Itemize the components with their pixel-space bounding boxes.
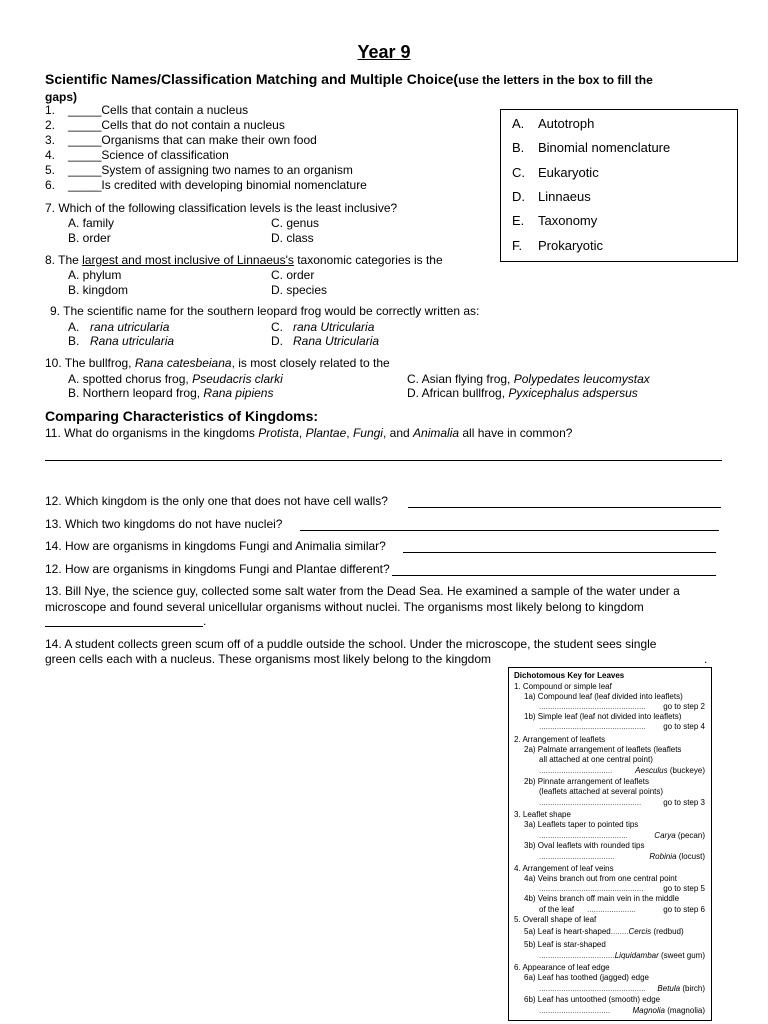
- answer-option: D. Linnaeus: [512, 189, 591, 204]
- dichotomous-key: Dichotomous Key for Leaves 1. Compound or simple leaf 1a) Compound leaf (leaf divided into leaflets) ................................................ go to step 2 1b) Simple leaf (leaf not divided into leaflets) ................................................ go to step 4 2. Arrangement of leaflets 2a) Palmate arrangement of leaflets (leaflets all attached at one central point) ................................. Aesculus (buckeye) 2b) Pinnate arrangement of leaflets (leaflets attached at several points) .............................................. go to step 3 3. Leaflet shape 3a) Leaflets taper to pointed tips ........................................ Carya (pecan) 3b) Oval leaflets with rounded tips .................................. Robinia (locust) 4. Arrangement of leaf veins 4a) Veins branch out from one central point ............................................... go to step 5 4b) Veins branch off main vein in the middle of the leaf ...................... go to step 6 5. Overall shape of leaf 5a) Leaf is heart-shaped........Cercis (redbud) 5b) Leaf is star-shaped .................................... Liquidambar (sweet gum) 6. Appearance of leaf edge 6a) Leaf has toothed (jagged) edge ................................................ Betula (birch) 6b) Leaf has untoothed (smooth) edge ................................ Magnolia (magnolia): [508, 667, 712, 1021]
- answer-line[interactable]: [408, 507, 721, 508]
- question-13: 13. Which two kingdoms do not have nuclei?: [45, 517, 283, 531]
- answer-option: A. Autotroph: [512, 116, 595, 131]
- choice[interactable]: A. phylum: [68, 268, 122, 282]
- choice[interactable]: A. spotted chorus frog, Pseudacris clarki: [68, 372, 283, 386]
- choice[interactable]: B. kingdom: [68, 283, 129, 297]
- choice[interactable]: D. species: [271, 283, 328, 297]
- question-13b-line2: microscope and found several unicellular organisms without nuclei. The organisms most likely belong to kingdom: [45, 600, 644, 614]
- answer-option: B. Binomial nomenclature: [512, 140, 671, 155]
- period: .: [704, 652, 708, 666]
- answer-blank[interactable]: _____: [68, 133, 102, 147]
- answer-blank[interactable]: _____: [68, 118, 102, 132]
- matching-item: 6. _____Is credited with developing binomial nomenclature: [45, 178, 367, 192]
- matching-item: 4. _____Science of classification: [45, 148, 229, 162]
- key-title: Dichotomous Key for Leaves: [514, 671, 625, 680]
- answer-key-box: [500, 109, 738, 262]
- question-9: 9. The scientific name for the southern leopard frog would be correctly written as:: [50, 304, 480, 318]
- section-heading-classification: [45, 71, 653, 87]
- question-8: 8. The largest and most inclusive of Linnaeus's taxonomic categories is the: [45, 253, 443, 267]
- matching-item: 5. _____System of assigning two names to an organism: [45, 163, 353, 177]
- choice[interactable]: A. rana utricularia: [68, 320, 170, 334]
- answer-line[interactable]: [392, 575, 716, 576]
- section-heading-kingdoms: Comparing Characteristics of Kingdoms:: [45, 408, 319, 424]
- choice[interactable]: D. African bullfrog, Pyxicephalus adspersus: [407, 386, 638, 400]
- page-title: Year 9: [357, 42, 411, 62]
- choice[interactable]: D. Rana Utricularia: [271, 334, 380, 348]
- answer-option: F. Prokaryotic: [512, 238, 604, 253]
- choice[interactable]: A. family: [68, 216, 115, 230]
- instruction-text: use the letters in the box to fill the: [458, 73, 653, 87]
- instruction-text-cont: gaps): [45, 90, 78, 104]
- question-14b-line2: green cells each with a nucleus. These organisms most likely belong to the kingdom: [45, 652, 492, 666]
- question-14b-line1: 14. A student collects green scum off of a puddle outside the school. Under the microscope, the student sees single: [45, 637, 657, 651]
- question-12: 12. Which kingdom is the only one that does not have cell walls?: [45, 494, 388, 508]
- question-14: 14. How are organisms in kingdoms Fungi and Animalia similar?: [45, 539, 386, 553]
- answer-blank[interactable]: _____: [68, 103, 102, 117]
- period: .: [203, 614, 207, 628]
- matching-item: 1. _____Cells that contain a nucleus: [45, 103, 249, 117]
- answer-line[interactable]: [45, 460, 722, 461]
- answer-line[interactable]: [45, 626, 203, 627]
- answer-option: C. Eukaryotic: [512, 165, 599, 180]
- section-heading-text: Scientific Names/Classification Matching and Multiple Choice(: [45, 71, 459, 87]
- choice[interactable]: B. order: [68, 231, 111, 245]
- choice[interactable]: C. rana Utricularia: [271, 320, 375, 334]
- answer-line[interactable]: [403, 552, 716, 553]
- question-11: 11. What do organisms in the kingdoms Protista, Plantae, Fungi, and Animalia all have in common?: [45, 426, 573, 440]
- choice[interactable]: C. Asian flying frog, Polypedates leucomystax: [407, 372, 650, 386]
- answer-blank[interactable]: _____: [68, 163, 102, 177]
- answer-line[interactable]: [300, 530, 719, 531]
- question-12b: 12. How are organisms in kingdoms Fungi and Plantae different?: [45, 562, 390, 576]
- matching-item: 2. _____Cells that do not contain a nucleus: [45, 118, 285, 132]
- choice[interactable]: B. Northern leopard frog, Rana pipiens: [68, 386, 274, 400]
- choice[interactable]: B. Rana utricularia: [68, 334, 175, 348]
- question-13b-line1: 13. Bill Nye, the science guy, collected some salt water from the Dead Sea. He examined a sample of the water under a: [45, 584, 680, 598]
- choice[interactable]: C. order: [271, 268, 315, 282]
- matching-item: 3. _____Organisms that can make their own food: [45, 133, 317, 147]
- choice[interactable]: D. class: [271, 231, 314, 245]
- answer-blank[interactable]: _____: [68, 178, 102, 192]
- question-7: 7. Which of the following classification levels is the least inclusive?: [45, 201, 398, 215]
- choice[interactable]: C. genus: [271, 216, 320, 230]
- answer-blank[interactable]: _____: [68, 148, 102, 162]
- question-10: 10. The bullfrog, Rana catesbeiana, is most closely related to the: [45, 356, 390, 370]
- answer-option: E. Taxonomy: [512, 213, 598, 228]
